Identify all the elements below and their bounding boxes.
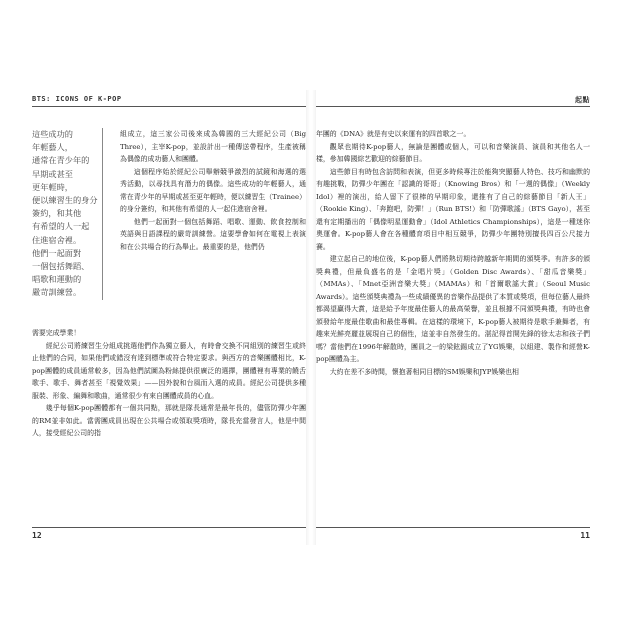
- paragraph: 觀眾也期待K-pop藝人，無論是團體或個人，可以和音樂演員、演員和其他名人一樣，參加韓國綜艺歡迎的綜藝節目。: [316, 142, 590, 163]
- paragraph: 經紀公司將練習生分組成挑選他們作為獨立藝人，有時會交換不同組別的練習生或終止他們的合同，如果他們或錯沒有達到標準或符合特定要求。與西方的音樂團體相比，K-pop團體的成員通常較多，因為他們試圖為粉絲提供很廣泛的選擇，團體裡有專業的饒舌歌手、歌手、舞者甚至「視覺效果」——因外貌和台風而入選的成員。經紀公司提供多種服裝、形象、編舞和歌曲，通常很少有來自團體成員的心血。: [32, 341, 306, 400]
- left-body-text: [32, 327, 306, 440]
- paragraph: 這些節目有時包含訪問和表演，但更多時候專注於能夠突顯藝人特色、技巧和幽默的有趣挑戰，防彈少年團在「認識的哥哥」（Knowing Bros）和「一週的偶像」（Weekly Idol）裡的演出，給人留下了很棒的早期印象，還推有了自己的綜藝節目「新人王」（Rookie King）、「奔跑吧，防彈！」（Run BTS!）和「防彈歌謠」（BTS Gayo），甚至還有定期播出的「偶像明星運動會」（Idol Athletics Championships），這是一種迷你奧運會。K-pop藝人會在各種體育項目中相互競爭，防彈少年團特別擅長四百公尺接力賽。: [316, 167, 590, 251]
- left-header-rule: [32, 106, 306, 107]
- paragraph: 這個程序始於經紀公司舉辦競爭激烈的試鏡和海選的選秀活動，以尋找具有潛力的偶像。這些成功的年輕藝人，通常在青少年的早期或甚至更年輕時，便以練習生（Trainee）的身分簽約，和其他有希望的人一起住進宿舍裡。: [120, 167, 306, 213]
- pull-quote-line: 住進宿舍裡。: [32, 234, 82, 245]
- left-column-text: [120, 128, 306, 253]
- pull-quote: [32, 128, 103, 300]
- pull-quote-line: 早期或甚至: [32, 168, 73, 179]
- pull-quote-line: 簽約，和其他: [32, 208, 82, 219]
- paragraph: 幾乎每個K-pop團體都有一個共同點，那就是隊長通常是最年長的，儘管防彈少年團的RM並非如此。當需團成員出現在公共場合或領取獎項時，隊長充當發言人，他是中間人，接受經紀公司的指: [32, 404, 306, 437]
- pull-quote-line: 唱歌和運動的: [32, 274, 82, 285]
- right-running-head: 起點: [575, 96, 590, 104]
- pull-quote-line: 嚴苛訓練營。: [32, 287, 82, 298]
- right-page: [316, 95, 590, 540]
- right-header-rule: [316, 106, 590, 107]
- left-running-head: BTS: ICONS OF K-POP: [32, 95, 122, 103]
- left-page: [32, 95, 306, 540]
- pull-quote-line: 一個包括舞蹈、: [32, 261, 90, 272]
- right-page-number: 11: [580, 531, 590, 540]
- right-body-text: [316, 128, 590, 378]
- pull-quote-line: 年輕藝人，: [32, 142, 73, 153]
- pull-quote-line: 便以練習生的身分: [32, 195, 98, 206]
- left-page-number: 12: [32, 531, 42, 540]
- paragraph: 組成立，這三家公司後來成為韓國的三大經紀公司（Big Three），主宰K-pop，並設計出一種傳送帶程序，生產被稱為偶像的成功藝人和團體。: [120, 130, 306, 163]
- book-gutter: [306, 90, 316, 545]
- pull-quote-line: 通常在青少年的: [32, 155, 90, 166]
- pull-quote-line: 更年輕時，: [32, 181, 73, 192]
- paragraph: 需要完成學業！: [32, 329, 81, 337]
- paragraph: 建立起自己的地位後，K-pop藝人們將熱切期待跨越新年期間的頒獎季。有許多的頒獎典禮，但最負盛名的是「金唱片獎」（Golden Disc Awards）、「甜瓜音樂獎」（MMAs）、「Mnet亞洲音樂大獎」（MAMAs）和「首爾歌謠大賞」（Seoul Music Awards）。這些頒獎典禮為一些成績優異的音樂作品提供了本質或獎項，但每位藝人最終都渴望贏得大賞，這是給予年度最佳藝人的最高榮譽，並且根據不同頒獎典禮，有時也會頒發給年度最佳歌曲和最佳專輯。在這樣的環境下，K-pop藝人被期待是歌手兼舞者，有趣來光鮮亮麗並展現自己的個性，這並非自然發生的。湛記得首開先鋒的徐太志和孩子們嗎？當他們在1996年解散時，團員之一的梁鉉錫成立了YG娛樂，以組建、製作和經營K-pop團體為主。: [316, 255, 590, 363]
- right-footer-rule: [316, 527, 590, 528]
- left-footer-rule: [32, 527, 306, 528]
- paragraph: 大約在差不多時間，懷抱著相同目標的SM娛樂和JYP娛樂也相: [329, 367, 519, 376]
- pull-quote-line: 他們一起面對: [32, 247, 82, 258]
- pull-quote-line: 有希望的人一起: [32, 221, 90, 232]
- paragraph: 年團的《DNA》就是有史以來運有的四首歌之一。: [316, 130, 471, 138]
- paragraph: 他們一起面對一個包括舞蹈、唱歌、運動、飲食控制和英語與日語課程的嚴苛訓練營。這要學會如何在電視上表演和在公共場合的行為舉止。最重要的是，他們仍: [120, 217, 306, 251]
- pull-quote-line: 這些成功的: [32, 129, 73, 139]
